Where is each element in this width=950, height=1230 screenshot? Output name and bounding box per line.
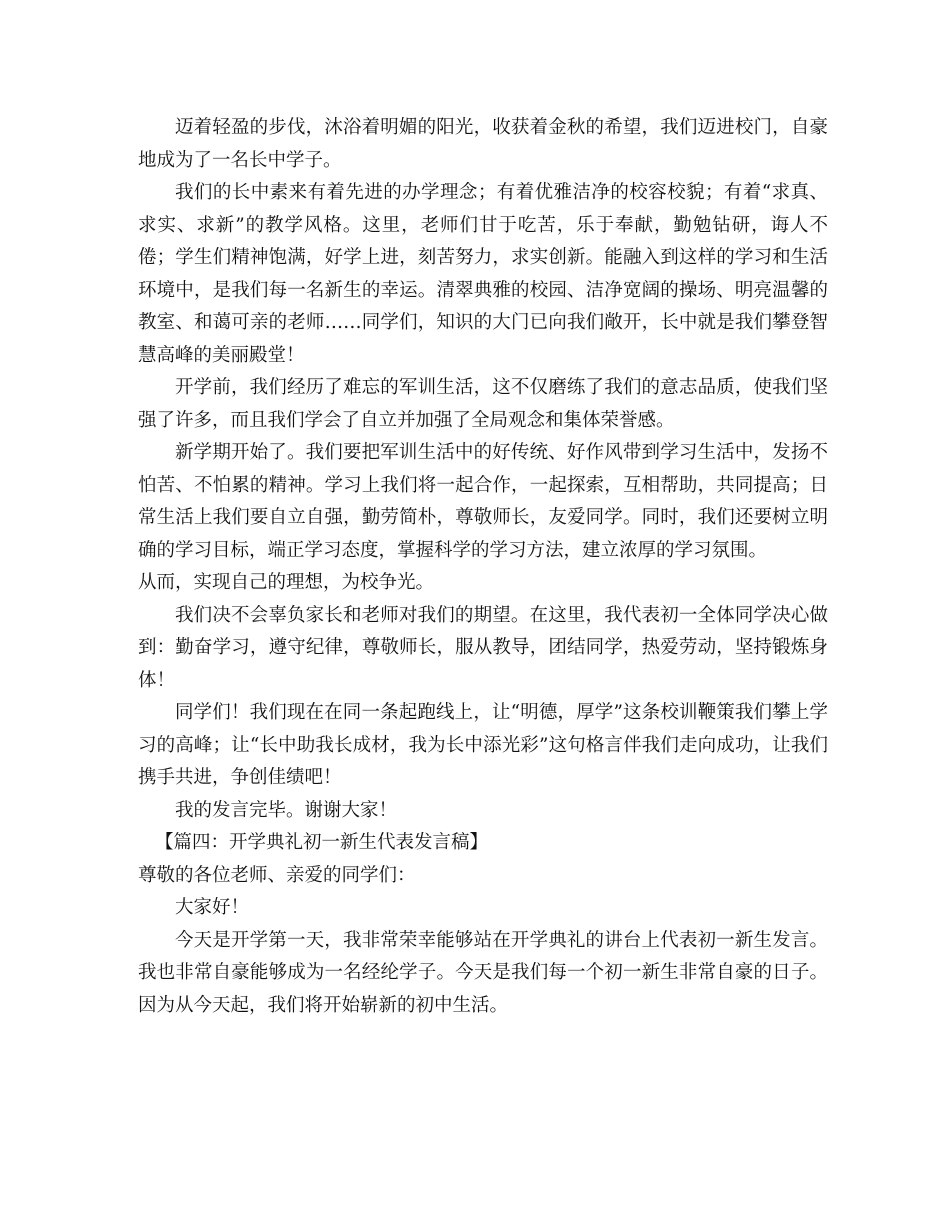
paragraph-new-semester: 新学期开始了。我们要把军训生活中的好传统、好作风带到学习生活中，发扬不怕苦、不怕累的精神。学习上我们将一起合作，一起探索，互相帮助，共同提高；日常生活上我们要自立自强，勤劳简朴，尊敬师长，友爱同学。同时，我们还要树立明确的学习目标，端正学习态度，掌握科学的学习方法，建立浓厚的学习氛围。 [138, 442, 828, 561]
paragraph-school-description: 我们的长中素来有着先进的办学理念；有着优雅洁净的校容校貌；有着“求真、求实、求新”的教学风格。这里，老师们甘于吃苦，乐于奉献，勤勉钻研，诲人不倦；学生们精神饱满，好学上进，刻苦努力，求实创新。能融入到这样的学习和生活环境中，是我们每一名新生的幸运。清翠典雅的校园、洁净宽阔的操场、明亮温馨的教室、和蔼可亲的老师……同学们，知识的大门已向我们敞开，长中就是我们攀登智慧高峰的美丽殿堂！ [138, 182, 828, 366]
paragraph-new-semester-continued: 从而，实现自己的理想，为校争光。 [138, 572, 435, 593]
paragraph-pledge: 我们决不会辜负家长和老师对我们的期望。在这里，我代表初一全体同学决心做到：勤奋学习，遵守纪律，尊敬师长，服从教导，团结同学，热爱劳动，坚持锻炼身体！ [138, 604, 828, 691]
greeting: 大家好！ [175, 897, 250, 918]
paragraph-intro: 迈着轻盈的步伐，沐浴着明媚的阳光，收获着金秋的希望，我们迈进校门，自豪地成为了一名长中学子。 [138, 117, 828, 171]
paragraph-military-training: 开学前，我们经历了难忘的军训生活，这不仅磨练了我们的意志品质，使我们坚强了许多，而且我们学会了自立并加强了全局观念和集体荣誉感。 [138, 377, 828, 431]
salutation: 尊敬的各位老师、亲爱的同学们： [138, 864, 416, 886]
paragraph-closing: 我的发言完毕。谢谢大家！ [175, 799, 398, 821]
paragraph-speech-opening: 今天是开学第一天，我非常荣幸能够站在开学典礼的讲台上代表初一新生发言。我也非常自豪能够成为一名经纶学子。今天是我们每一个初一新生非常自豪的日子。因为从今天起，我们将开始崭新的初中生活。 [138, 929, 828, 1016]
paragraph-call-to-action: 同学们！我们现在在同一条起跑线上，让“明德，厚学”这条校训鞭策我们攀上学习的高峰；让“长中助我长成材，我为长中添光彩”这句格言伴我们走向成功，让我们携手共进，争创佳绩吧！ [138, 702, 828, 788]
section-heading: 【篇四：开学典礼初一新生代表发言稿】 [155, 832, 489, 853]
document-page [138, 112, 828, 1022]
